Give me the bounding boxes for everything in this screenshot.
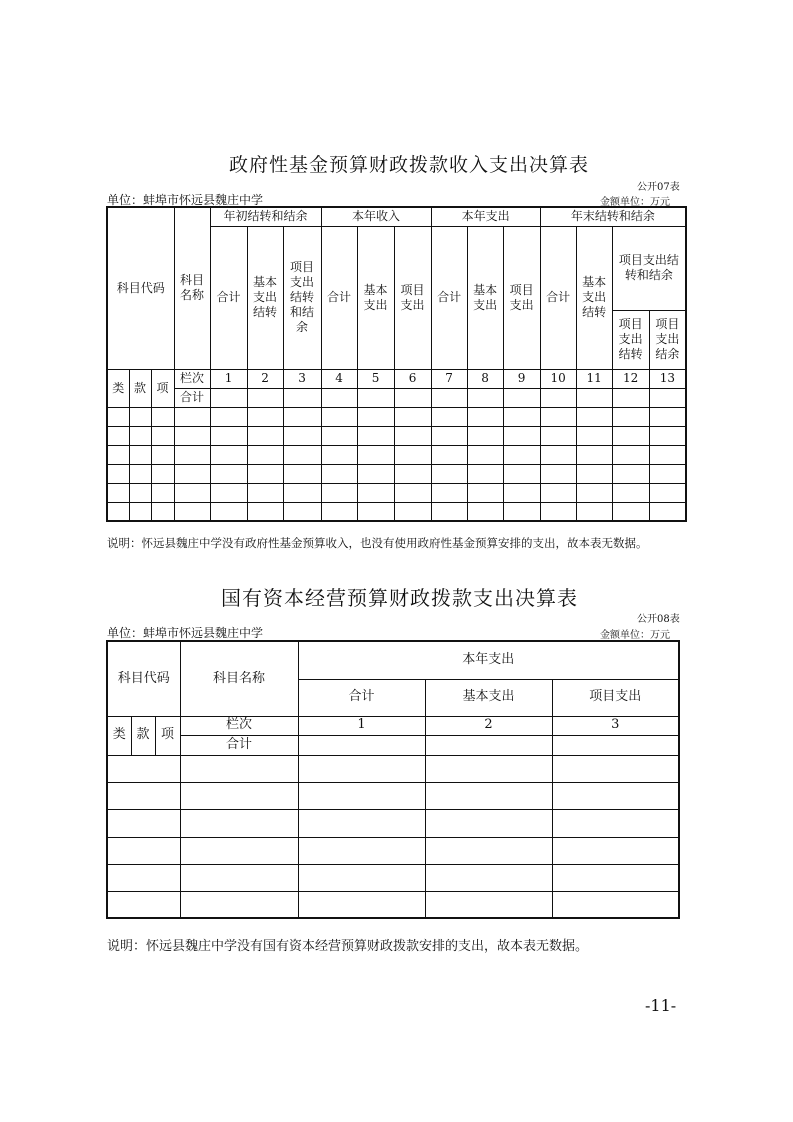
- header-xiang: 项: [155, 716, 180, 755]
- table2-title: 国有资本经营预算财政拨款支出决算表: [221, 586, 578, 610]
- table1-note: 说明：怀远县魏庄中学没有政府性基金预算收入，也没有使用政府性基金预算安排的支出，故本表无数据。: [107, 536, 648, 550]
- header-begin-basic: 基本支出结转: [247, 226, 283, 369]
- table-row: [107, 809, 679, 837]
- col-num: 2: [247, 369, 283, 388]
- header-group-end: 年末结转和结余: [540, 207, 686, 226]
- header-total: 合计: [298, 679, 425, 716]
- col-num: 3: [552, 716, 679, 735]
- table-row: [107, 864, 679, 891]
- header-expense-total: 合计: [431, 226, 467, 369]
- col-num: 1: [210, 369, 247, 388]
- header-kuan: 款: [131, 716, 155, 755]
- table1-title: 政府性基金预算财政拨款收入支出决算表: [229, 154, 590, 176]
- table2-code: 公开08表: [637, 614, 680, 625]
- table-row: [107, 426, 686, 445]
- header-lei: 类: [107, 716, 131, 755]
- table1-money-unit: 金额单位：万元: [600, 197, 670, 208]
- header-end-project-carry: 项目支出结转: [612, 310, 649, 369]
- col-num: 4: [321, 369, 357, 388]
- col-num: 6: [394, 369, 431, 388]
- header-group-income: 本年收入: [321, 207, 431, 226]
- header-basic-expense: 基本支出: [425, 679, 552, 716]
- header-xiang: 项: [151, 369, 174, 407]
- header-begin-project: 项目支出结转和结余: [283, 226, 321, 369]
- header-kuan: 款: [129, 369, 151, 407]
- col-num: 3: [283, 369, 321, 388]
- col-num: 1: [298, 716, 425, 735]
- header-end-project: 项目支出结转和结余: [612, 226, 686, 310]
- table-row: [107, 407, 686, 426]
- table-row: [107, 502, 686, 521]
- table1-unit: 单位：蚌埠市怀远县魏庄中学: [107, 193, 264, 207]
- row-total-label: 合计: [174, 388, 210, 407]
- header-lei: 类: [107, 369, 129, 407]
- page-number: -11-: [645, 996, 677, 1015]
- table-row: [107, 755, 679, 782]
- col-num: 8: [467, 369, 503, 388]
- header-end-total: 合计: [540, 226, 576, 369]
- table2-note: 说明：怀远县魏庄中学没有国有资本经营预算财政拨款安排的支出，故本表无数据。: [107, 939, 589, 954]
- col-num: 11: [576, 369, 612, 388]
- table2-unit: 单位：蚌埠市怀远县魏庄中学: [107, 626, 264, 640]
- table-row: [107, 483, 686, 502]
- col-num: 2: [425, 716, 552, 735]
- header-year-expense: 本年支出: [298, 641, 679, 679]
- header-expense-basic: 基本支出: [467, 226, 503, 369]
- col-num: 5: [357, 369, 394, 388]
- col-num: 12: [612, 369, 649, 388]
- header-income-project: 项目支出: [394, 226, 431, 369]
- col-num: 13: [649, 369, 686, 388]
- header-end-basic: 基本支出结转: [576, 226, 612, 369]
- header-income-basic: 基本支出: [357, 226, 394, 369]
- table1-code: 公开07表: [637, 182, 680, 193]
- header-project-expense: 项目支出: [552, 679, 679, 716]
- table-row: [107, 445, 686, 464]
- header-end-project-balance: 项目支出结余: [649, 310, 686, 369]
- table2-money-unit: 金额单位：万元: [600, 630, 670, 641]
- row-lanci-label: 栏次: [180, 716, 298, 735]
- table2: [106, 640, 680, 919]
- table-row: [107, 891, 679, 918]
- header-expense-project: 项目支出: [503, 226, 540, 369]
- header-subject-name: 科目名称: [180, 641, 298, 716]
- col-num: 7: [431, 369, 467, 388]
- header-subject-code: 科目代码: [107, 207, 174, 369]
- header-begin-total: 合计: [210, 226, 247, 369]
- col-num: 9: [503, 369, 540, 388]
- table-row: [107, 464, 686, 483]
- header-subject-name: 科目名称: [174, 207, 210, 369]
- header-group-begin: 年初结转和结余: [210, 207, 321, 226]
- table-row: [107, 782, 679, 809]
- row-total-label: 合计: [180, 735, 298, 755]
- header-group-expense: 本年支出: [431, 207, 540, 226]
- col-num: 10: [540, 369, 576, 388]
- table-row: [107, 837, 679, 864]
- header-income-total: 合计: [321, 226, 357, 369]
- header-subject-code: 科目代码: [107, 641, 180, 716]
- row-lanci-label: 栏次: [174, 369, 210, 388]
- table1: [106, 206, 687, 522]
